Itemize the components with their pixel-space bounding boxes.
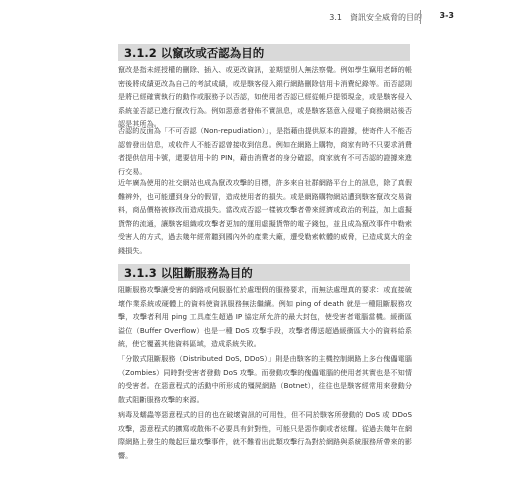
running-header: [0, 0, 520, 30]
paragraph-non-repudiation: 否認的反面為「不可否認（Non-repudiation）」，是指藉由提供原本的證據，使寄件人不能否認曾發出信息，或收件人不能否認曾接收到信息。例如在網路上購物，商家有時不只要求消費者提供信用卡號，還要信用卡的 PIN，藉由消費者的身分確認，商家就有不可否認的證據來進行交易。: [118, 126, 412, 176]
header-divider: [420, 10, 421, 24]
paragraph-ddos: 「分散式阻斷服務（Distributed DoS, DDoS）」則是由駭客的主機控制網路上多台傀儡電腦（Zombies）同時對受害者發動 DoS 攻擊。而發動攻擊的傀儡電腦的使用者其實也是不知情的受害者。在惡意程式的活動中所形成的殭屍網路（Botnet），往往也是駭客經常用來發動分散式阻斷服務攻擊的來源。: [118, 354, 412, 404]
running-header-section: 3.1 資訊安全威脅的目的: [329, 13, 422, 22]
section-heading-3-1-3: 3.1.3 以阻斷服務為目的: [124, 266, 253, 280]
paragraph-social-network: 近年廣為使用的社交網站也成為竄改攻擊的目標，許多來自社群網路平台上的訊息，除了真假難辨外，也可能遭到身分的假冒，造成使用者的損失。或是網路購物網站遭到駭客竄改交易資料，商品價格被修改而造成損失。當改成否認一樣被攻擊者帶來經濟或政治的利益，加上虛擬貨幣的流通，讓駭客組織或攻擊者更加的運用虛擬貨幣的電子錢包，並且成為竄改事件中勒索受害人的方式，過去幾年經常聽到國內外的產業大廠，遭受勒索軟體的威脅，已造成莫大的金錢損失。: [118, 178, 412, 255]
section-heading-bar-3-1-3: [118, 264, 410, 281]
paragraph-malware: 病毒及蠕蟲等惡意程式的目的也在破壞資訊的可用性，但不同於駭客所發動的 DoS 或 DDoS 攻擊，惡意程式的擴寫或散佈不必要具有針對性，可能只是惡作劇或者炫耀。從過去幾年在網際網路上發生的幾起巨量攻擊事件，就不難看出此類攻擊行為對於網路與系統服務所帶來的影響。: [118, 410, 412, 460]
paragraph-dos: 阻斷服務攻擊讓受害的網路或伺服器忙於處理假的服務要求，而無法處理真的要求：或直接破壞作業系統或硬體上的資料使資訊服務無法繼續。例如 ping of death 就是一種阻斷服務攻擊，攻擊者利用 ping 工具產生超過 IP 協定所允許的最大封包，使受害者電腦當機。緩衝區溢位（Buffer Overflow）也是一種 DoS 攻擊手段，攻擊者傳送超過緩衝區大小的資料給系統，使它覆蓋其他資料區域，造成系統失敗。: [118, 285, 412, 348]
page-number: 3-3: [439, 11, 454, 20]
paragraph-tampering: 竄改是指未經授權的刪除、插入、或更改資訊，並期望別人無法察覺。例如學生竊用老師的帳密後將成績更改為自己的考試成績，或是駭客侵入銀行網路刪除信用卡消費紀錄等。而否認則是將已經確實執行的動作或服務予以否認，如使用者否認已經從帳戶提領現金，或是駭客侵入系統並否認已進行竄改行為。例如惡意者發佈不實訊息，或是駭客惡意入侵電子商務網站後否認是其所為。: [118, 65, 412, 128]
section-heading-bar-3-1-2: [118, 44, 410, 61]
section-heading-3-1-2: 3.1.2 以竄改或否認為目的: [124, 46, 265, 60]
